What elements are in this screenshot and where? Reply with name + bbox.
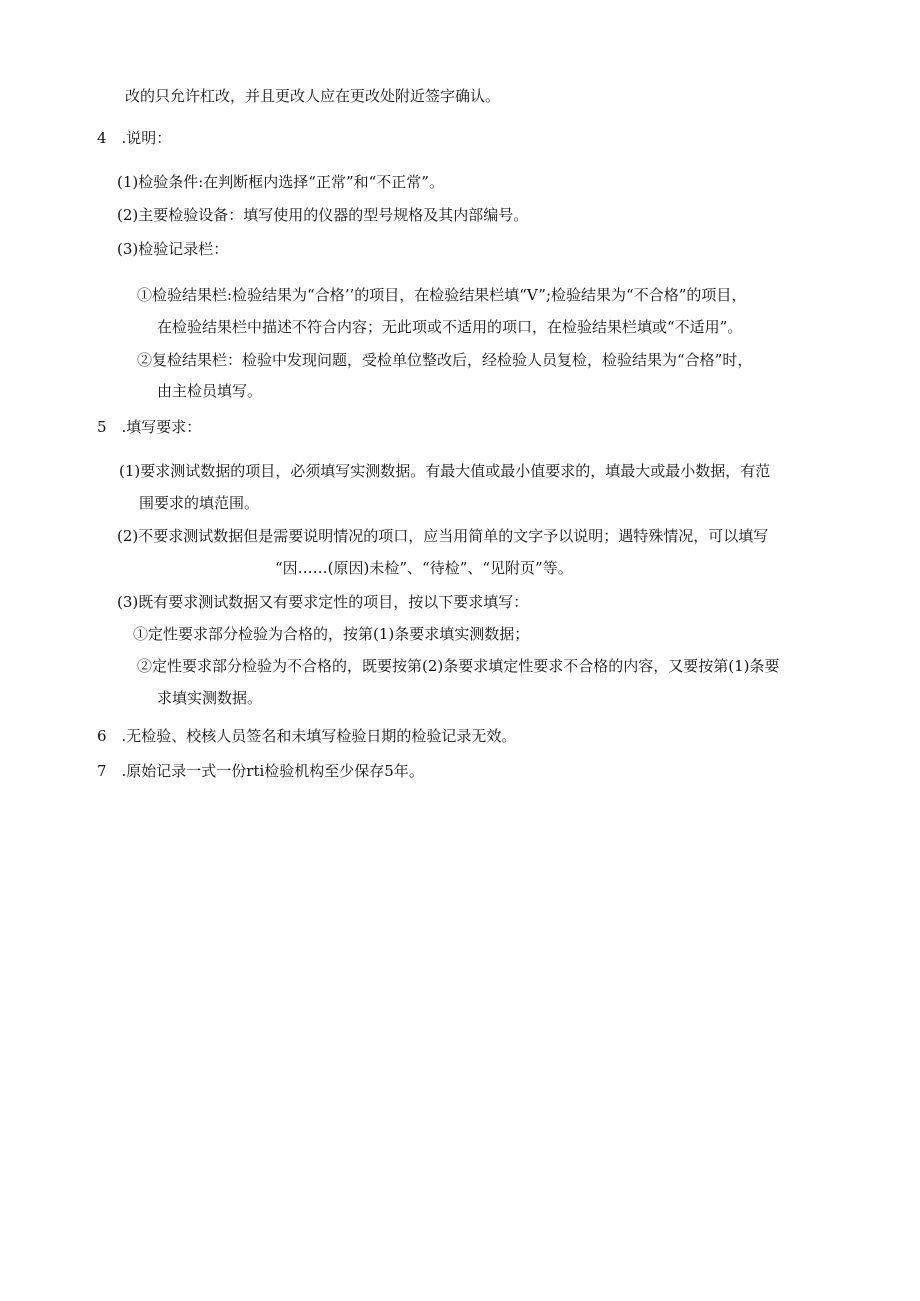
section-5-sub-2-line-1: ②定性要求部分检验为不合格的，既要按第(2)条要求填定性要求不合格的内容，又要按第(1)条要 bbox=[137, 657, 780, 675]
section-6-text: 6 .无检验、校核人员签名和未填写检验日期的检验记录无效。 bbox=[97, 727, 517, 745]
section-5-item-1-line-1: (1)要求测试数据的项目，必须填写实测数据。有最大值或最小值要求的，填最大或最小数据，有范 bbox=[119, 462, 771, 480]
section-5-item-2-line-2: “因……(原因)未检”、“待检”、“见附页”等。 bbox=[275, 559, 573, 577]
section-5-item-3: (3)既有要求测试数据又有要求定性的项目，按以下要求填写： bbox=[117, 593, 529, 611]
section-4-sub-2-line-1: ②复检结果栏：检验中发现问题，受检单位整改后，经检验人员复检，检验结果为“合格”时， bbox=[137, 351, 753, 369]
continuation-text: 改的只允许杠改，并且更改人应在更改处附近签字确认。 bbox=[125, 87, 501, 105]
section-7-text: 7 .原始记录一式一份rti检验机构至少保存5年。 bbox=[97, 762, 424, 780]
section-4-sub-1-line-1: ①检验结果栏:检验结果为“合格’’的项目，在检验结果栏填“V”;检验结果为“不合格”的项目， bbox=[137, 286, 747, 304]
section-4-item-3: (3)检验记录栏： bbox=[117, 240, 229, 258]
section-4-sub-1-line-2: 在检验结果栏中描述不符合内容；无此项或不适用的项口，在检验结果栏填或“不适用”。 bbox=[157, 318, 743, 336]
section-5-item-1-line-2: 围要求的填范围。 bbox=[139, 494, 260, 512]
section-5-sub-1: ①定性要求部分检验为合格的，按第(1)条要求填实测数据； bbox=[133, 625, 530, 643]
section-5-item-2-line-1: (2)不要求测试数据但是需要说明情况的项口，应当用简单的文字予以说明；遇特殊情况，可以填写 bbox=[117, 527, 769, 545]
section-4-item-2: (2)主要检验设备：填写使用的仪器的型号规格及其内部编号。 bbox=[117, 206, 529, 224]
section-5-sub-2-line-2: 求填实测数据。 bbox=[157, 689, 263, 707]
section-5-heading: 5 .填写要求： bbox=[97, 418, 202, 436]
section-4-item-1: (1)检验条件:在判断框内选择“正常”和“不正常”。 bbox=[117, 173, 444, 191]
section-4-heading: 4 .说明： bbox=[97, 129, 172, 147]
section-4-sub-2-line-2: 由主检员填写。 bbox=[157, 382, 263, 400]
